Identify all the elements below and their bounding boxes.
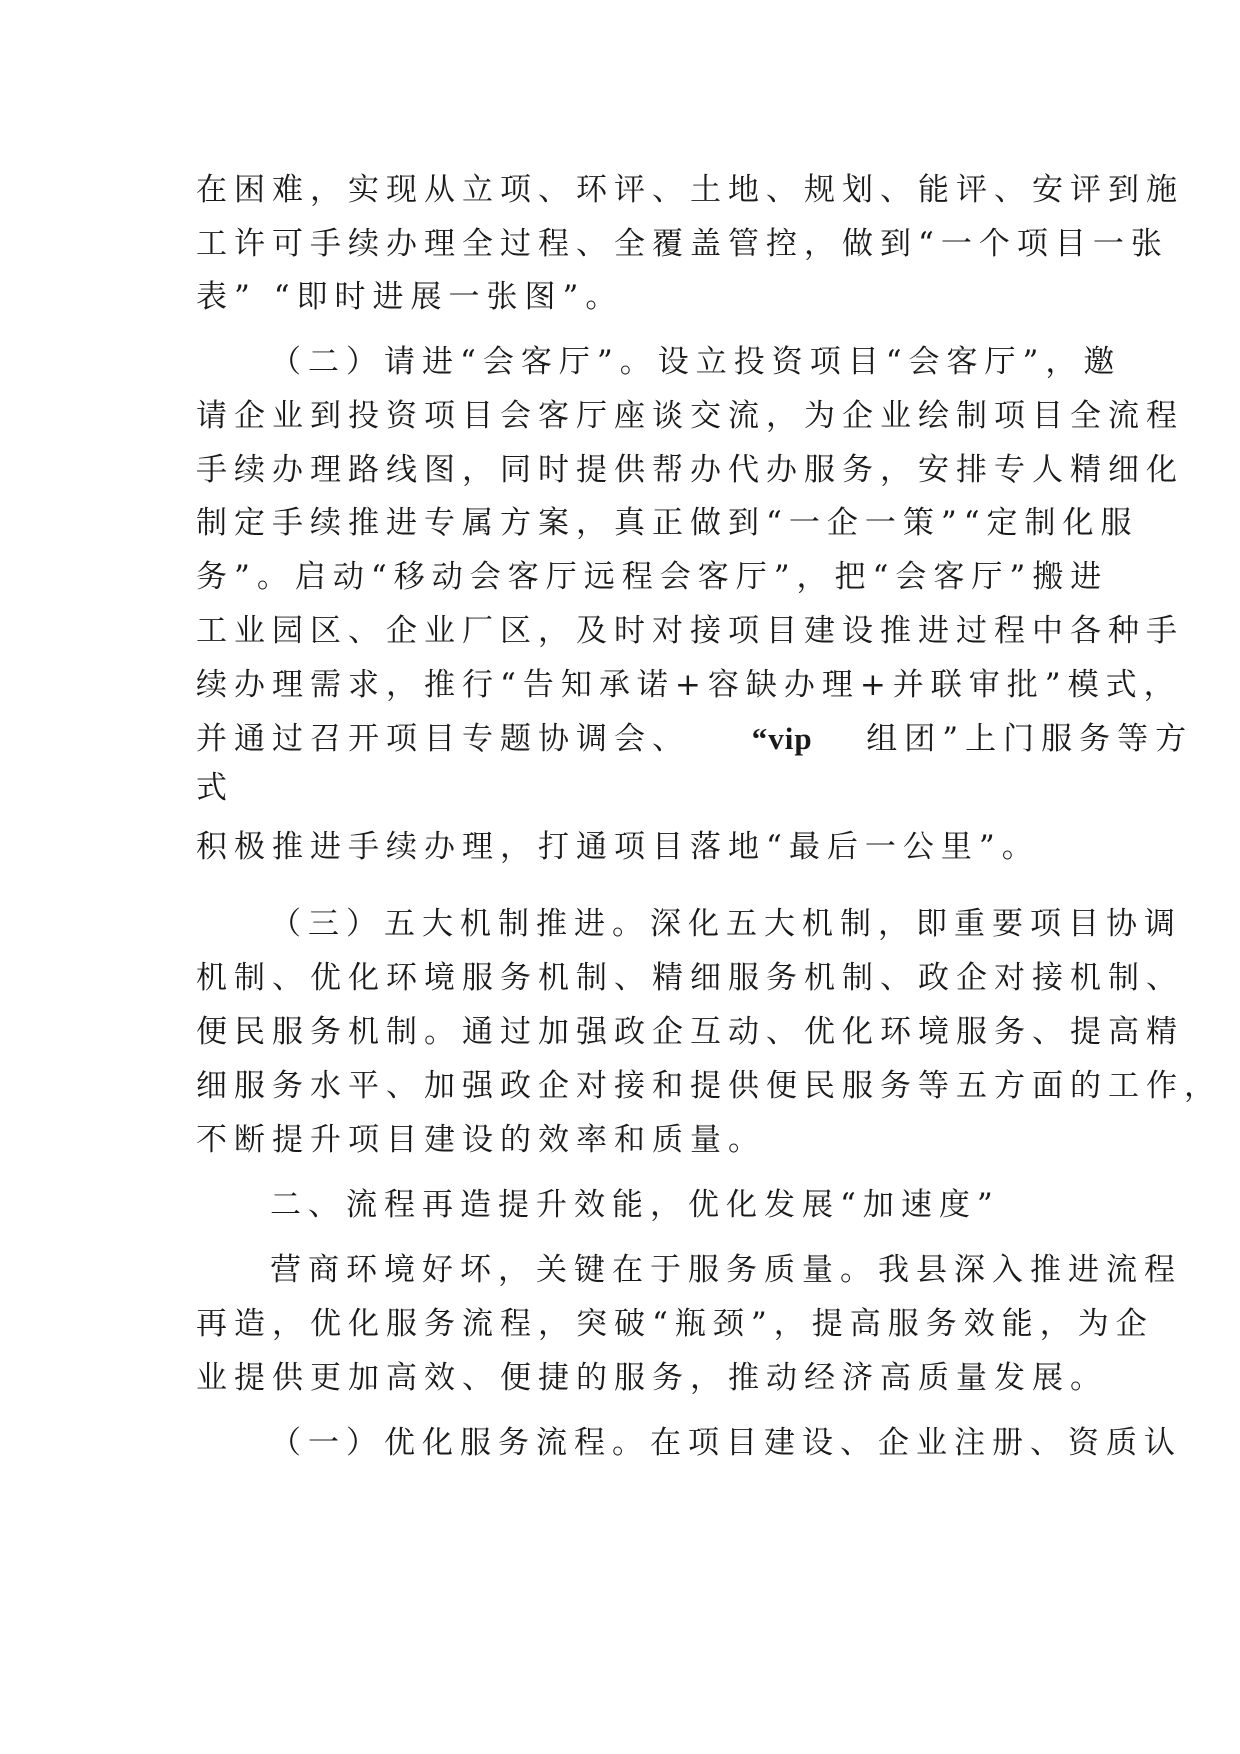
text-line: 请企业到投资项目会客厅座谈交流，为企业绘制项目全流程: [196, 398, 1184, 434]
text-line: （二）请进“会客厅”。设立投资项目“会客厅”，邀: [270, 344, 1122, 380]
text-line: 便民服务机制。通过加强政企互动、优化环境服务、提高精: [196, 1014, 1184, 1050]
text-line: 续办理需求，推行“告知承诺+容缺办理+并联审批”模式，: [196, 667, 1182, 703]
text-line: 业提供更加高效、便捷的服务，推动经济高质量发展。: [196, 1360, 1108, 1396]
text-line: 在困难，实现从立项、环评、土地、规划、能评、安评到施: [196, 172, 1184, 208]
text-line-vip: [196, 714, 1194, 764]
text-line: 细服务水平、加强政企对接和提供便民服务等五方面的工作，: [196, 1068, 1222, 1104]
text-line: 积极推进手续办理，打通项目落地“最后一公里”。: [196, 829, 1040, 865]
text-segment: 组团”上门服务等方: [866, 721, 1194, 757]
text-line: 表” “即时进展一张图”。: [196, 279, 624, 315]
text-segment: 并通过召开项目专题协调会、: [196, 721, 690, 757]
text-line: 务”。启动“移动会客厅远程会客厅”，把“会客厅”搬进: [196, 559, 1109, 595]
text-line: 工业园区、企业厂区，及时对接项目建设推进过程中各种手: [196, 613, 1184, 649]
text-line: 式: [196, 770, 234, 806]
text-line: 再造，优化服务流程，突破“瓶颈”，提高服务效能，为企: [196, 1306, 1154, 1342]
vip-text: “vip: [751, 721, 813, 756]
text-line: （三）五大机制推进。深化五大机制，即重要项目协调: [270, 906, 1182, 942]
text-line: 制定手续推进专属方案，真正做到“一企一策”“定制化服: [196, 505, 1139, 541]
text-line: 工许可手续办理全过程、全覆盖管控，做到“一个项目一张: [196, 226, 1169, 262]
text-line: （一）优化服务流程。在项目建设、企业注册、资质认: [270, 1425, 1182, 1461]
text-line: 机制、优化环境服务机制、精细服务机制、政企对接机制、: [196, 960, 1184, 996]
text-line: 不断提升项目建设的效率和质量。: [196, 1122, 766, 1158]
text-line: 手续办理路线图，同时提供帮办代办服务，安排专人精细化: [196, 452, 1184, 488]
text-line: 营商环境好坏，关键在于服务质量。我县深入推进流程: [270, 1252, 1182, 1288]
section-heading: 二、流程再造提升效能，优化发展“加速度”: [270, 1187, 1000, 1223]
